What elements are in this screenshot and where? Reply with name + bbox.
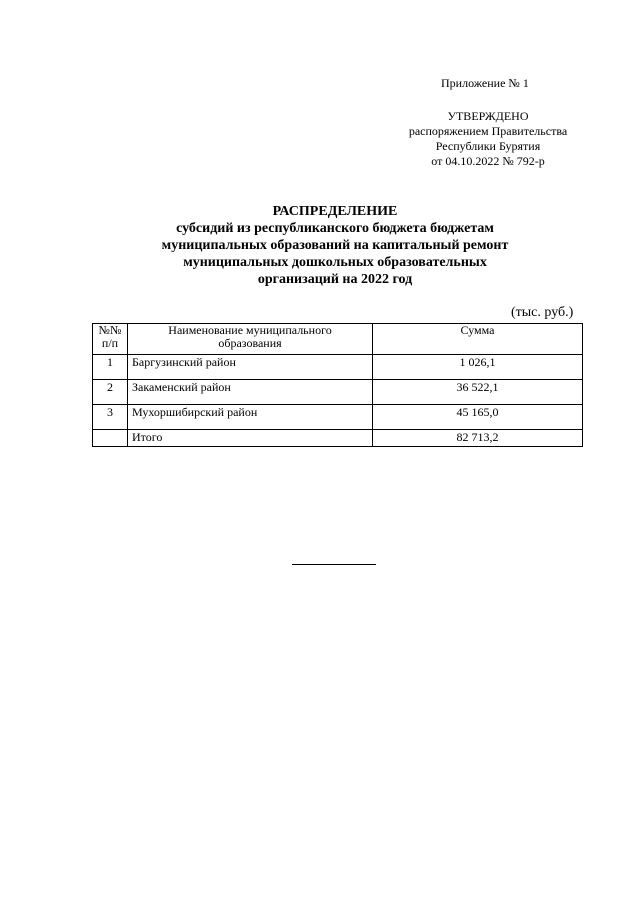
title-line: субсидий из республиканского бюджета бюджетам [176, 221, 494, 236]
units-label: (тыс. руб.) [511, 305, 574, 320]
row-name: Закаменский район [128, 380, 373, 405]
approval-block [392, 109, 584, 169]
approval-line: Республики Бурятия [435, 139, 541, 153]
total-sum: 82 713,2 [373, 430, 583, 447]
table-row [93, 355, 583, 380]
table-header-row [93, 324, 583, 355]
header-name-line2: образования [218, 336, 282, 350]
row-num: 3 [93, 405, 128, 430]
header-sum: Сумма [373, 324, 583, 355]
header-name [128, 324, 373, 355]
approval-line: распоряжением Правительства [408, 124, 568, 138]
distribution-table [92, 323, 583, 447]
approval-date-line: от 04.10.2022 № 792-р [431, 154, 545, 168]
title-line: муниципальных образований на капитальный ремонт [161, 238, 509, 253]
header-num-line2: п/п [101, 336, 119, 350]
row-sum: 36 522,1 [373, 380, 583, 405]
closing-divider [292, 564, 376, 565]
title-line: организаций на 2022 год [257, 272, 413, 287]
total-label: Итого [128, 430, 373, 447]
title-line: муниципальных дошкольных образовательных [183, 255, 487, 270]
row-num: 1 [93, 355, 128, 380]
table-row [93, 380, 583, 405]
approval-line: УТВЕРЖДЕНО [447, 109, 529, 123]
header-num [93, 324, 128, 355]
row-sum: 45 165,0 [373, 405, 583, 430]
document-title [140, 203, 530, 288]
table-total-row [93, 430, 583, 447]
total-num [93, 430, 128, 447]
row-name: Мухоршибирский район [128, 405, 373, 430]
appendix-label: Приложение № 1 [441, 76, 529, 90]
header-num-line1: №№ [98, 323, 122, 337]
row-name: Баргузинский район [128, 355, 373, 380]
header-name-line1: Наименование муниципального [168, 323, 332, 337]
table-row [93, 405, 583, 430]
row-sum: 1 026,1 [373, 355, 583, 380]
title-line: РАСПРЕДЕЛЕНИЕ [272, 204, 398, 219]
row-num: 2 [93, 380, 128, 405]
